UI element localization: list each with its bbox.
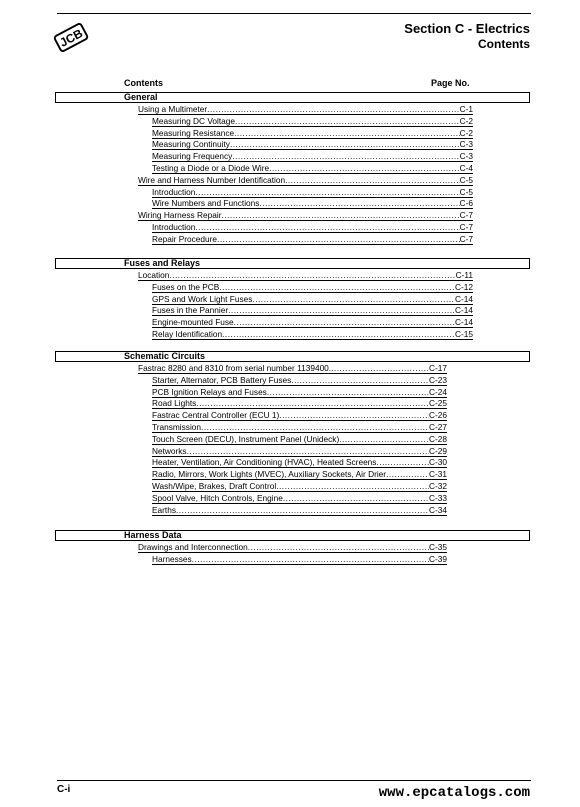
toc-entry[interactable] (152, 139, 473, 150)
toc-entry[interactable] (152, 493, 447, 504)
toc-entry-label: Testing a Diode or a Diode Wire (152, 163, 270, 173)
dot-leader (230, 139, 460, 149)
toc-entry-label: Measuring Frequency (152, 151, 233, 162)
toc-entry-label: Engine-mounted Fuse (152, 317, 234, 328)
toc-entry-page: C-5 (459, 174, 473, 185)
toc-entry-label: Using a Multimeter (138, 104, 208, 114)
dot-leader (169, 270, 455, 280)
toc-entry[interactable] (152, 305, 473, 316)
dot-leader (276, 481, 429, 491)
toc-entry-label: Fuses in the Pannier (152, 305, 229, 316)
toc-entry[interactable] (152, 317, 473, 328)
toc-entry-page: C-26 (429, 410, 447, 421)
toc-entry[interactable] (152, 446, 447, 457)
toc-entry-label: Wash/Wipe, Brakes, Draft Control (152, 481, 277, 491)
dot-leader (176, 505, 429, 515)
toc-entry-page: C-27 (429, 422, 447, 432)
toc-entry[interactable] (152, 469, 447, 480)
toc-entry-page: C-4 (459, 163, 473, 173)
toc-entry-label: Measuring DC Voltage (152, 115, 236, 126)
toc-entry-page: C-34 (429, 504, 447, 515)
toc-entry-page: C-5 (459, 186, 473, 197)
dot-leader (195, 222, 459, 232)
toc-entry-label: Transmission (152, 422, 202, 432)
dot-leader (331, 363, 429, 373)
toc-entry[interactable] (152, 422, 447, 433)
toc-entry[interactable] (152, 222, 473, 233)
toc-entry-page: C-32 (429, 481, 447, 491)
page-number-column-header: Page No. (431, 78, 470, 88)
toc-entry[interactable] (152, 234, 473, 245)
toc-entry[interactable] (152, 457, 447, 468)
dot-leader (195, 187, 459, 197)
dot-leader (196, 398, 429, 408)
toc-entry-label: Touch Screen (DECU), Instrument Panel (Unideck) (152, 433, 340, 444)
toc-entry[interactable] (152, 198, 473, 209)
dot-leader (259, 198, 459, 208)
toc-entry[interactable] (152, 554, 447, 565)
toc-entry[interactable] (152, 163, 473, 174)
toc-entry-label: Radio, Mirrors, Work Lights (MVEC), Auxiliary Sockets, Air Drier (152, 469, 387, 480)
page-id: C-i (57, 784, 71, 795)
toc-entry-page: C-23 (429, 374, 447, 385)
toc-entry-label: Introduction (152, 186, 196, 197)
dot-leader (234, 128, 460, 138)
toc-entry[interactable] (152, 116, 473, 127)
dot-leader (217, 234, 460, 244)
toc-entry[interactable] (138, 175, 473, 186)
toc-entry[interactable] (152, 410, 447, 421)
toc-entry-label: Location (138, 270, 170, 280)
toc-entry-label: Starter, Alternator, PCB Battery Fuses (152, 374, 292, 385)
dot-leader (386, 469, 429, 479)
toc-entry-label: Harnesses (152, 553, 192, 564)
toc-group (55, 258, 530, 269)
dot-leader (222, 329, 455, 339)
toc-entry-label: Fastrac 8280 and 8310 from serial number 1139400. (138, 363, 332, 373)
toc-entry-label: Wire Numbers and Functions (152, 198, 260, 209)
toc-entry-label: Wire and Harness Number Identification (138, 174, 286, 185)
toc-entry-label: Drawings and Interconnection (138, 542, 248, 552)
toc-entry-page: C-14 (455, 317, 473, 328)
toc-entry-label: Measuring Continuity (152, 139, 230, 150)
toc-entry-page: C-29 (429, 445, 447, 456)
toc-entry-label: Fuses on the PCB (152, 281, 220, 292)
dot-leader (285, 175, 460, 185)
toc-entry-label: Heater, Ventilation, Air Conditioning (HVAC), Heated Screens (152, 457, 377, 468)
dot-leader (269, 163, 459, 173)
toc-entry-page: C-25 (429, 398, 447, 409)
toc-entry[interactable] (152, 128, 473, 139)
dot-leader (232, 151, 459, 161)
toc-entry-page: C-7 (459, 233, 473, 244)
toc-entry[interactable] (152, 151, 473, 162)
toc-entry-page: C-39 (429, 553, 447, 564)
toc-entry[interactable] (152, 375, 447, 386)
toc-entry-page: C-7 (459, 210, 473, 221)
bottom-rule (57, 780, 531, 781)
toc-entry-page: C-30 (429, 457, 447, 468)
toc-entry-label: GPS and Work Light Fuses (152, 293, 253, 304)
toc-entry-label: Fastrac Central Controller (ECU 1) (152, 410, 280, 421)
toc-group (55, 530, 530, 541)
toc-entry[interactable] (138, 542, 447, 553)
toc-entry-page: C-7 (459, 222, 473, 232)
dot-leader (279, 410, 429, 420)
dot-leader (234, 317, 455, 327)
toc-entry[interactable] (138, 363, 447, 374)
toc-entry-page: C-14 (455, 305, 473, 316)
toc-entry-label: Spool Valve, Hitch Controls, Engine (152, 492, 283, 503)
toc-entry-page: C-33 (429, 492, 447, 503)
toc-entry[interactable] (152, 398, 447, 409)
toc-entry-label: Introduction (152, 222, 196, 232)
dot-leader (291, 375, 429, 385)
toc-entry-page: C-17 (429, 363, 447, 373)
dot-leader (252, 294, 455, 304)
toc-group-title: Schematic Circuits (55, 351, 530, 362)
toc-entry[interactable] (152, 187, 473, 198)
toc-group-title: Harness Data (55, 530, 530, 541)
toc-entry[interactable] (152, 282, 473, 293)
toc-entry[interactable] (152, 481, 447, 492)
toc-entry-page: C-6 (459, 198, 473, 209)
dot-leader (221, 210, 459, 220)
contents-column-header: Contents (124, 78, 163, 88)
toc-entry-page: C-12 (455, 281, 473, 292)
toc-entry-page: C-1 (459, 104, 473, 114)
toc-entry-page: C-15 (455, 329, 473, 339)
dot-leader (207, 104, 459, 114)
toc-entry-page: C-11 (455, 270, 473, 280)
dot-leader (339, 434, 429, 444)
toc-entry-page: C-35 (429, 542, 447, 552)
dot-leader (267, 387, 429, 397)
toc-entry[interactable] (152, 387, 447, 398)
toc-entry-page: C-3 (459, 139, 473, 150)
toc-group (55, 351, 530, 362)
toc-entry[interactable] (152, 434, 447, 445)
toc-entry-label: Earths (152, 504, 176, 515)
toc-entry[interactable] (138, 210, 473, 221)
toc-entry-page: C-28 (429, 433, 447, 444)
toc-entry-page: C-24 (429, 386, 447, 397)
toc-entry-label: Measuring Resistance (152, 127, 235, 138)
svg-text:JCB: JCB (57, 26, 86, 50)
dot-leader (376, 457, 429, 467)
toc-entry-page: C-2 (459, 115, 473, 126)
section-title: Section C - Electrics (404, 21, 530, 36)
toc-entry-label: Networks (152, 445, 187, 456)
dot-leader (219, 282, 455, 292)
toc-entry[interactable] (138, 104, 473, 115)
dot-leader (192, 554, 429, 564)
toc-entry-page: C-14 (455, 293, 473, 304)
section-subtitle: Contents (478, 37, 530, 51)
toc-entry-page: C-2 (459, 127, 473, 138)
toc-group-title: General (55, 92, 530, 103)
toc-entry-label: PCB Ignition Relays and Fuses (152, 386, 267, 397)
dot-leader (201, 422, 429, 432)
dot-leader (235, 116, 460, 126)
toc-entry[interactable] (138, 270, 473, 281)
toc-group (55, 92, 530, 103)
toc-entry-page: C-31 (429, 469, 447, 480)
toc-entry-page: C-3 (459, 151, 473, 162)
toc-entry-label: Repair Procedure (152, 233, 218, 244)
dot-leader (248, 542, 429, 552)
toc-entry[interactable] (152, 294, 473, 305)
dot-leader (228, 305, 455, 315)
toc-entry-label: Road Lights (152, 398, 197, 409)
toc-entry[interactable] (152, 505, 447, 516)
dot-leader (283, 493, 429, 503)
watermark: www.epcatalogs.com (378, 785, 530, 801)
toc-entry-label: Relay Identification (152, 329, 223, 339)
toc-entry[interactable] (152, 329, 473, 340)
toc-entry-label: Wiring Harness Repair (138, 210, 222, 221)
dot-leader (187, 446, 429, 456)
toc-group-title: Fuses and Relays (55, 258, 530, 269)
